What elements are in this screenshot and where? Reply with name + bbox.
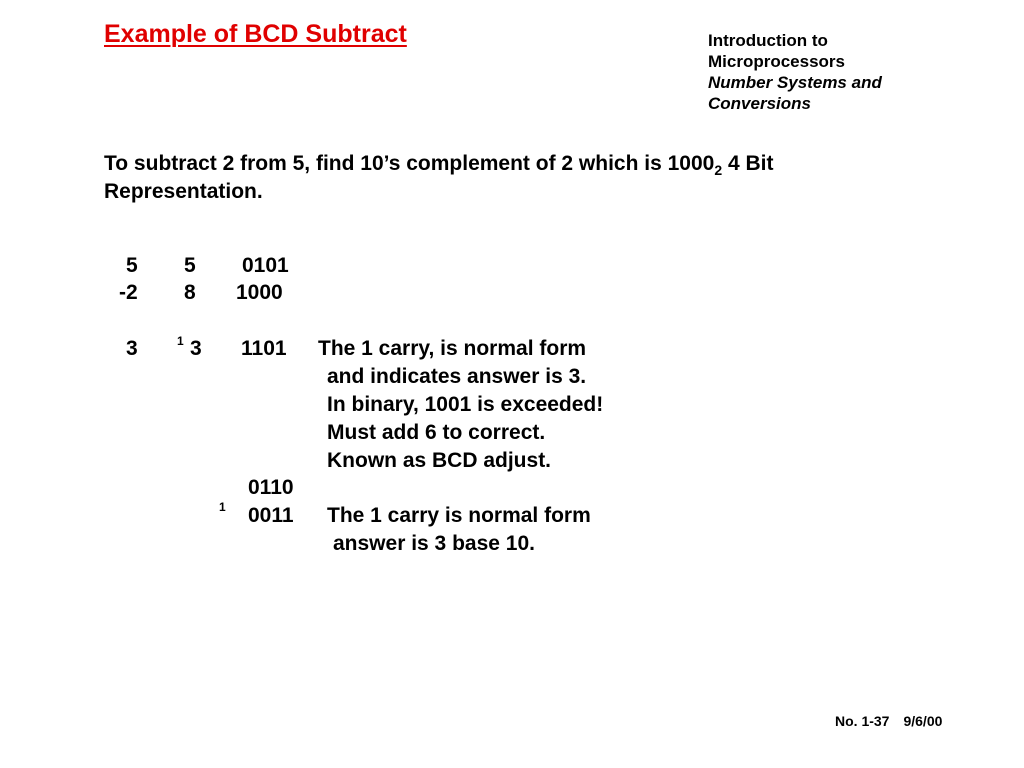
row3-note: The 1 carry, is normal form bbox=[318, 337, 587, 360]
course-line-3: Number Systems and bbox=[708, 73, 882, 92]
note-line-3: Must add 6 to correct. bbox=[327, 421, 546, 444]
result-binary: 0011 bbox=[248, 504, 294, 527]
note-line-2: In binary, 1001 is exceeded! bbox=[327, 393, 604, 416]
slide-title: Example of BCD Subtract bbox=[104, 20, 407, 48]
row2-decimal: -2 bbox=[119, 281, 138, 304]
note-line-1: and indicates answer is 3. bbox=[327, 365, 587, 388]
row3-binary: 1101 bbox=[241, 337, 287, 360]
row2-binary: 1000 bbox=[236, 281, 283, 304]
result-note-2: answer is 3 base 10. bbox=[333, 532, 535, 555]
row1-binary: 0101 bbox=[242, 254, 289, 277]
result-note: The 1 carry is normal form bbox=[327, 504, 591, 527]
adjust-value: 0110 bbox=[248, 476, 294, 499]
row3-carry: 1 bbox=[177, 334, 184, 348]
intro-text bbox=[104, 150, 773, 206]
course-header bbox=[708, 30, 882, 114]
course-line-2: Microprocessors bbox=[708, 52, 845, 71]
intro-line-2: Representation. bbox=[104, 180, 263, 203]
row1-decimal: 5 bbox=[126, 254, 138, 277]
course-line-4: Conversions bbox=[708, 94, 811, 113]
result-carry: 1 bbox=[219, 500, 226, 514]
slide-footer bbox=[835, 713, 942, 729]
intro-line-1: To subtract 2 from 5, find 10’s complement of 2 which is $1000_2$ 4 Bit bbox=[104, 152, 774, 178]
row1-complement: 5 bbox=[184, 254, 196, 277]
row2-complement: 8 bbox=[184, 281, 196, 304]
base-subscript: 2 bbox=[714, 162, 723, 178]
row3-decimal: 3 bbox=[126, 337, 138, 360]
note-line-4: Known as BCD adjust. bbox=[327, 449, 552, 472]
course-line-1: Introduction to bbox=[708, 31, 828, 50]
row3-complement: 3 bbox=[190, 337, 202, 360]
slide-number: No. 1-37 bbox=[835, 713, 890, 729]
slide-date: 9/6/00 bbox=[903, 713, 943, 729]
